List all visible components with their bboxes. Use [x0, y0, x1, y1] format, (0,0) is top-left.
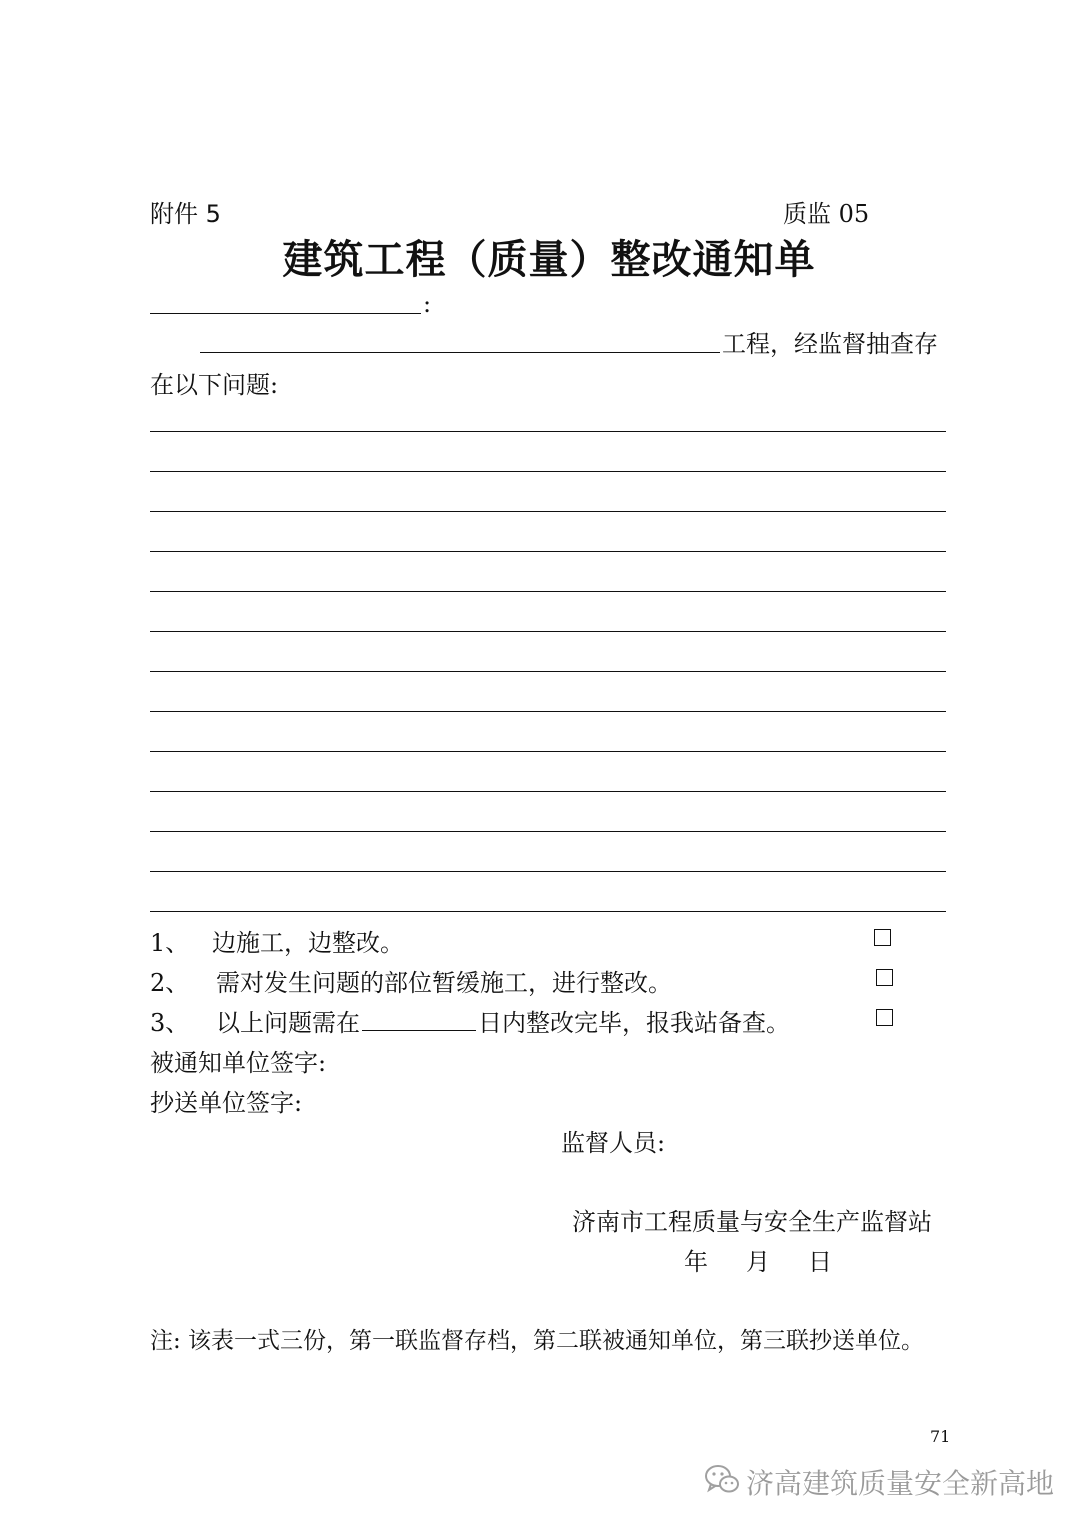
addressee-blank-line: [150, 313, 421, 314]
option-2-checkbox[interactable]: [876, 969, 893, 986]
problem-line: [150, 871, 946, 872]
cc-unit-signature-label: 抄送单位签字:: [150, 1089, 303, 1117]
form-code: 质监 05: [783, 200, 870, 228]
option-1-number: 1、: [150, 929, 190, 957]
watermark-text: 济高建筑质量安全新高地: [746, 1467, 1055, 1500]
problem-line: [150, 911, 946, 912]
option-3-checkbox[interactable]: [876, 1009, 893, 1026]
problem-line: [150, 591, 946, 592]
attachment-label: 附件 5: [150, 200, 221, 228]
page-number: 71: [930, 1427, 951, 1446]
project-name-blank-line: [200, 352, 720, 353]
problem-line: [150, 631, 946, 632]
problem-line: [150, 471, 946, 472]
page-title: 建筑工程（质量）整改通知单: [282, 236, 816, 283]
problem-line: [150, 751, 946, 752]
option-3-text-before: 以上问题需在: [216, 1009, 360, 1037]
problem-line: [150, 831, 946, 832]
project-line-text: 工程，经监督抽查存: [722, 330, 938, 358]
option-3-number: 3、: [150, 1009, 190, 1037]
addressee-colon: :: [423, 290, 432, 318]
issuer-name: 济南市工程质量与安全生产监督站: [572, 1208, 932, 1236]
problem-line: [150, 791, 946, 792]
footnote: 注: 该表一式三份，第一联监督存档，第二联被通知单位，第三联抄送单位。: [150, 1328, 925, 1354]
problem-line: [150, 431, 946, 432]
option-1-checkbox[interactable]: [874, 929, 891, 946]
date-month: 月: [746, 1248, 770, 1276]
option-2-number: 2、: [150, 969, 190, 997]
problem-line: [150, 511, 946, 512]
issues-intro: 在以下问题:: [150, 371, 279, 399]
notified-unit-signature-label: 被通知单位签字:: [150, 1049, 327, 1077]
supervisor-signature-label: 监督人员:: [561, 1129, 666, 1157]
date-day: 日: [808, 1248, 832, 1276]
days-blank-line: [362, 1030, 476, 1031]
problem-line: [150, 711, 946, 712]
wechat-icon: [703, 1462, 741, 1496]
problem-line: [150, 551, 946, 552]
date-year: 年: [684, 1248, 708, 1276]
problem-line: [150, 671, 946, 672]
option-3-text-after: 日内整改完毕，报我站备查。: [478, 1009, 790, 1037]
option-1-text: 边施工，边整改。: [212, 929, 404, 957]
option-2-text: 需对发生问题的部位暂缓施工，进行整改。: [216, 969, 672, 997]
